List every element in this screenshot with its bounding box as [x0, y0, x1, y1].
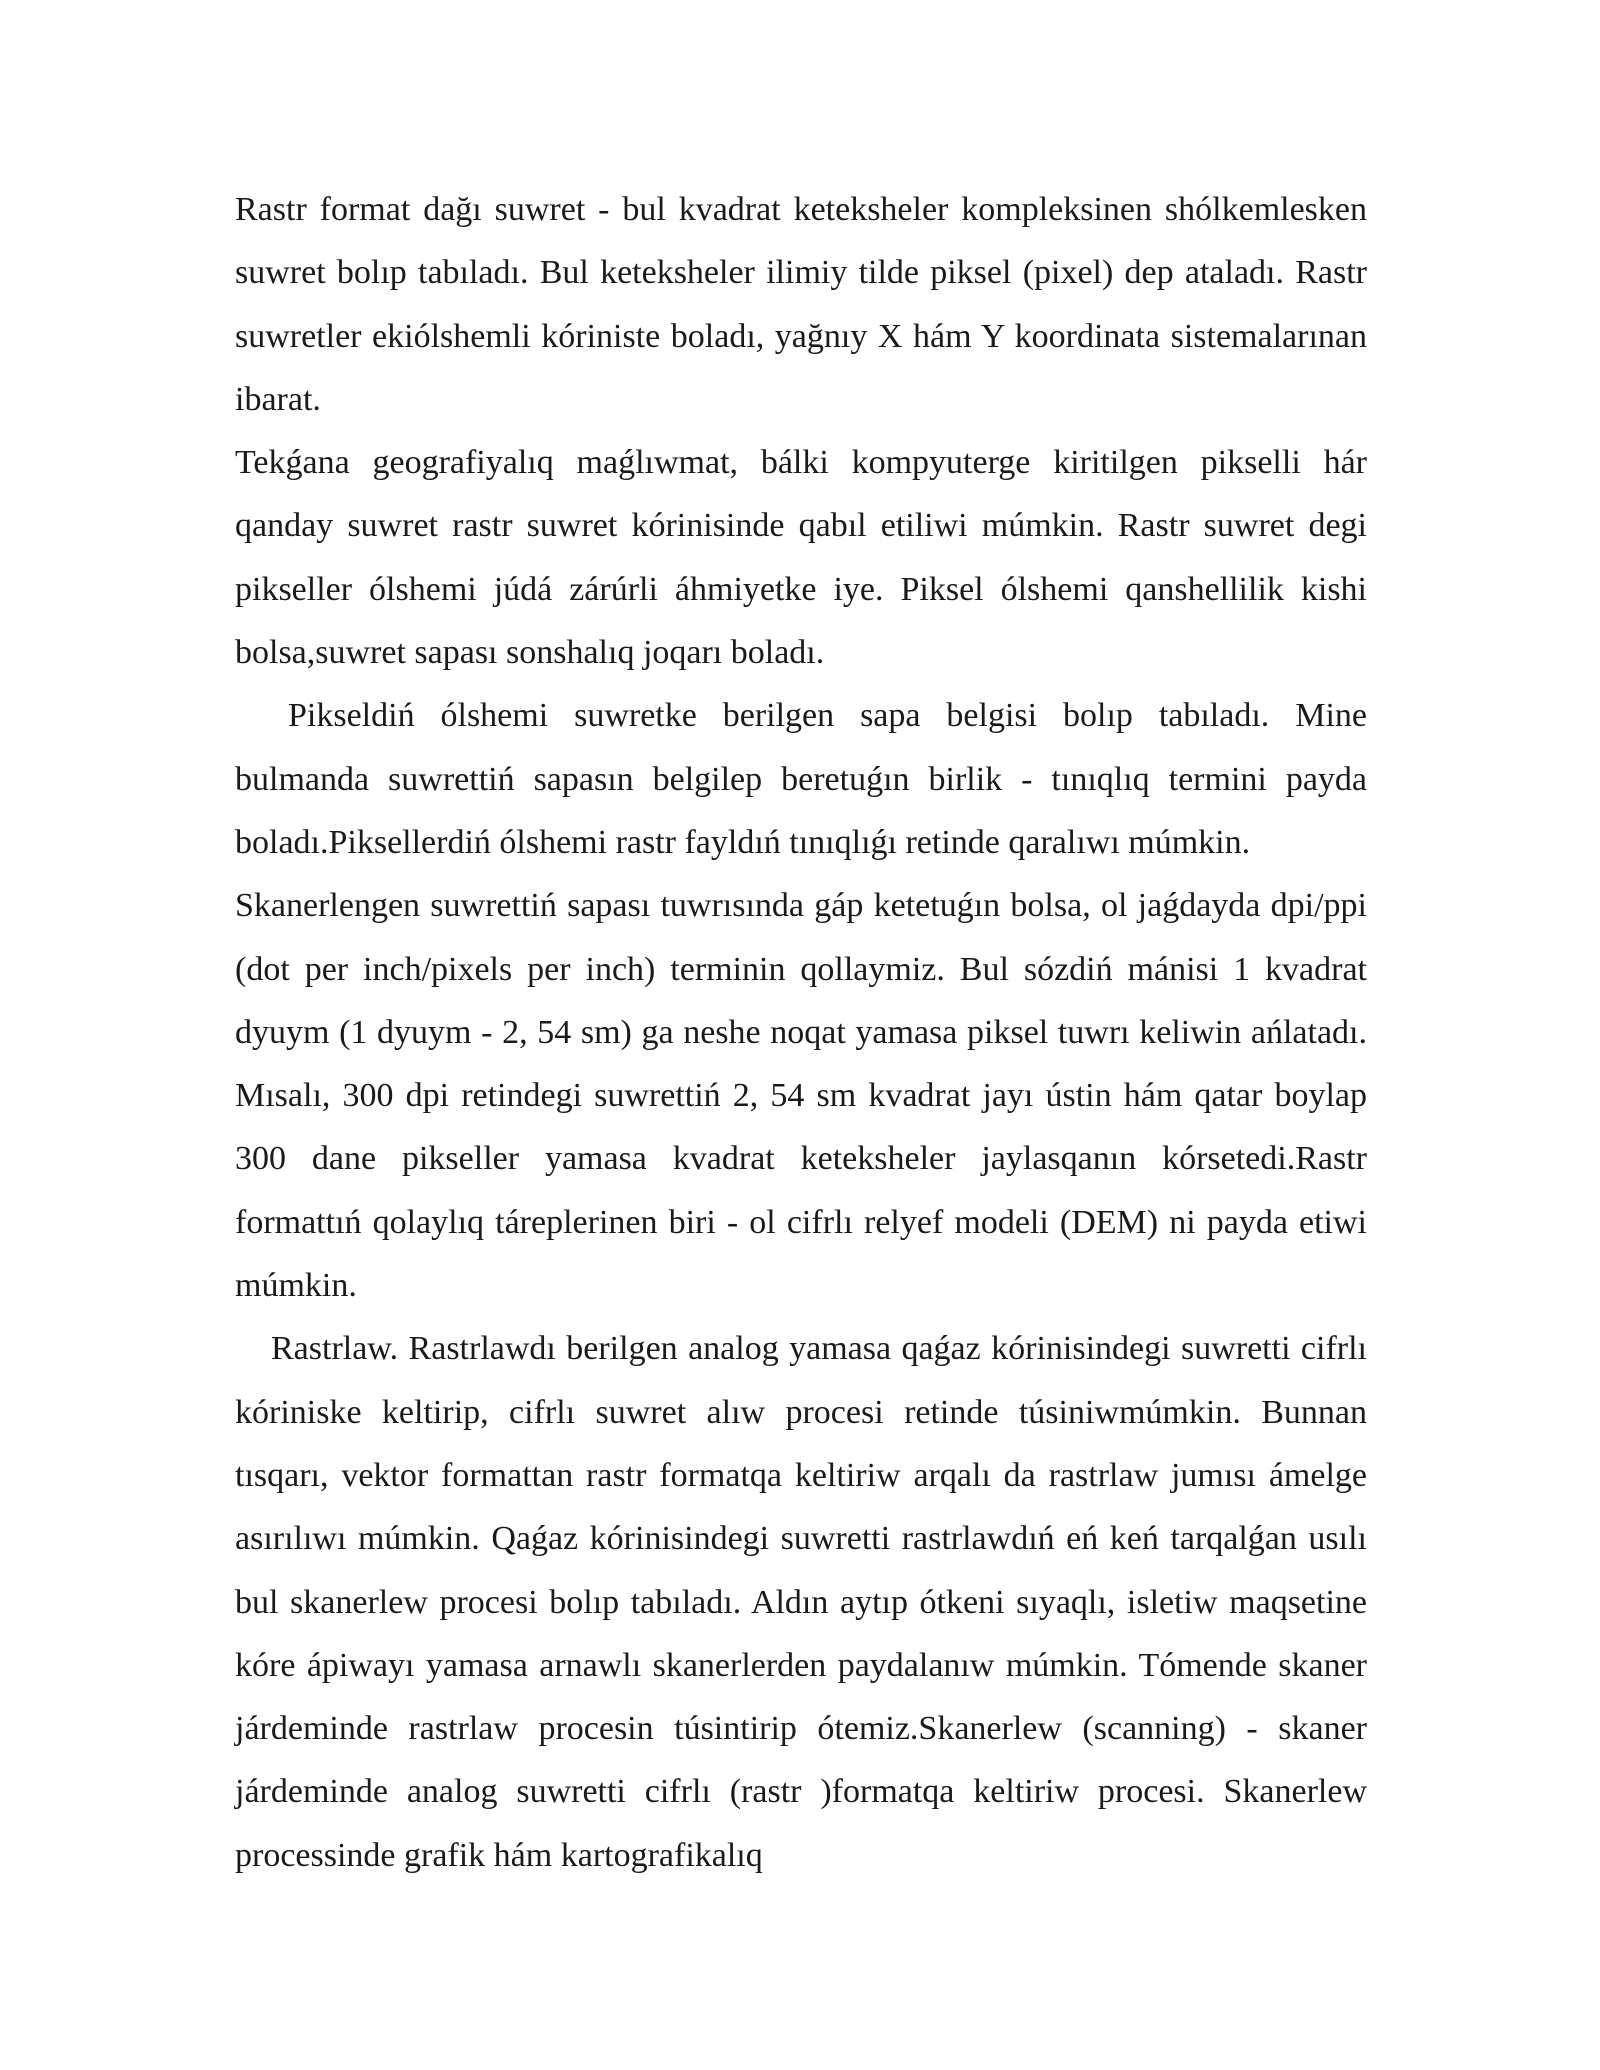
paragraph-dpi: Skanerlengen suwrettiń sapası tuwrısında gáp ketetuǵın bolsa, ol jaǵdayda dpi/ppi (dot per inch/pixels per inch) terminin qollaymiz. Bul sózdiń mánisi 1 kvadrat dyuym (1 dyuym - 2, 54 sm) ga neshe noqat yamasa piksel tuwrı keliwin ańlatadı. Mısalı, 300 dpi retindegi suwrettiń 2, 54 sm kvadrat jayı ústin hám qatar boylap 300 dane pikseller yamasa kvadrat keteksheler jaylasqanın kórsetedi.Rastr formattıń qolaylıq táreplerinen biri - ol cifrlı relyef modeli (DEM) ni payda etiwi múmkin.: [235, 887, 1367, 1305]
paragraph-pixel-size: Pikseldiń ólshemi suwretke berilgen sapa belgisi bolıp tabıladı. Mine bulmanda suwrettiń sapasın belgilep beretuǵın birlik - tınıqlıq termini payda boladı.Piksellerdiń ólshemi rastr fayldıń tınıqlıǵı retinde qaralıwı múmkin.: [235, 697, 1367, 861]
document-page: [235, 178, 1367, 1887]
paragraph-raster-definition: Rastr format dağı suwret - bul kvadrat keteksheler kompleksinen shólkemlesken suwret bolıp tabıladı. Bul keteksheler ilimiy tilde piksel (pixel) dep ataladı. Rastr suwretler ekiólshemli kóriniste boladı, yağnıy X hám Y koordinata sistemalarınan ibarat.: [235, 191, 1367, 418]
paragraph-raster-images: Tekǵana geografiyalıq maǵlıwmat, bálki kompyuterge kiritilgen pikselli hár qanday suwret rastr suwret kórinisinde qabıl etiliwi múmkin. Rastr suwret degi pikseller ólshemi júdá zárúrli áhmiyetke iye. Piksel ólshemi qanshellilik kishi bolsa,suwret sapası sonshalıq joqarı boladı.: [235, 444, 1367, 672]
paragraph-rasterization: Rastrlaw. Rastrlawdı berilgen analog yamasa qaǵaz kórinisindegi suwretti cifrlı kóriniske keltirip, cifrlı suwret alıw procesi retinde túsiniwmúmkin. Bunnan tısqarı, vektor formattan rastr formatqa keltiriw arqalı da rastrlaw jumısı ámelge asırılıwı múmkin. Qaǵaz kórinisindegi suwretti rastrlawdıń eń keń tarqalǵan usılı bul skanerlew procesi bolıp tabıladı. Aldın aytıp ótkeni sıyaqlı, isletiw maqsetine kóre ápiwayı yamasa arnawlı skanerlerden paydalanıw múmkin. Tómende skaner járdeminde rastrlaw procesin túsintirip ótemiz.Skanerlew (scanning) - skaner járdeminde analog suwretti cifrlı (rastr )formatqa keltiriw procesi. Skanerlew processinde grafik hám kartografikalıq: [235, 1330, 1367, 1874]
